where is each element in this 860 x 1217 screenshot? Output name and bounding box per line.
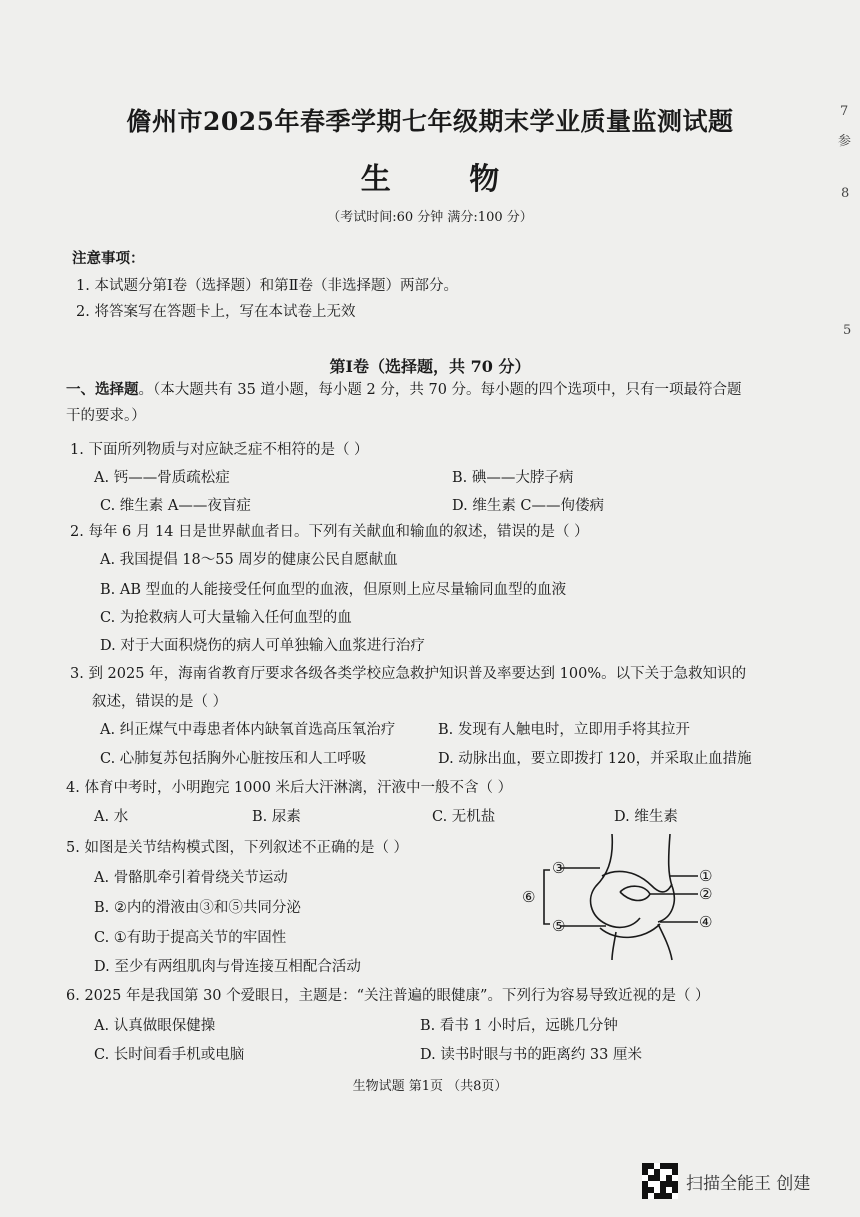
- question-4-option-a: A. 水: [94, 809, 129, 825]
- question-1-option-a: A. 钙——骨质疏松症: [94, 470, 230, 486]
- question-1-option-c: C. 维生素 A——夜盲症: [100, 498, 251, 514]
- question-2-option-d: D. 对于大面积烧伤的病人可单独输入血浆进行治疗: [100, 638, 425, 654]
- question-4-option-d: D. 维生素: [614, 809, 678, 825]
- question-6-option-c: C. 长时间看手机或电脑: [94, 1047, 245, 1063]
- joint-capsule-top: [602, 871, 672, 892]
- diagram-label-3: ③: [552, 859, 566, 877]
- page-footer: 生物试题 第1页 （共8页）: [352, 1079, 508, 1094]
- section-intro-text: 。（本大题共有 35 道小题，每小题 2 分，共 70 分。每小题的四个选项中，只有一项最符合题: [138, 382, 742, 398]
- question-2-option-a: A. 我国提倡 18～55 周岁的健康公民自愿献血: [100, 552, 398, 568]
- question-5-stem: 5. 如图是关节结构模式图，下列叙述不正确的是（ ）: [66, 840, 409, 856]
- joint-upper-bone-right: [658, 834, 674, 922]
- section-intro-line2: 干的要求。）: [66, 408, 146, 424]
- joint-lower-bone-right: [658, 924, 672, 960]
- diagram-label-2: ②: [699, 885, 713, 903]
- diagram-label-1: ①: [699, 867, 713, 885]
- question-2-option-c: C. 为抢救病人可大量输入任何血型的血: [100, 610, 352, 626]
- question-6-stem: 6. 2025 年是我国第 30 个爱眼日，主题是：“关注普遍的眼健康”。下列行为容易导致近视的是（ ）: [66, 988, 710, 1004]
- notes-item: 1. 本试题分第Ⅰ卷（选择题）和第Ⅱ卷（非选择题）两部分。: [76, 278, 459, 294]
- question-3-stem-line2: 叙述，错误的是（ ）: [92, 694, 228, 710]
- section-intro-label: 一、选择题: [66, 381, 139, 398]
- question-3-stem: 3. 到 2025 年，海南省教育厅要求各级各类学校应急救护知识普及率要达到 100%。以下关于急救知识的: [70, 666, 747, 682]
- exam-info: （考试时间:60 分钟 满分:100 分）: [327, 210, 533, 225]
- watermark-text: 扫描全能王 创建: [686, 1173, 811, 1194]
- question-6-option-b: B. 看书 1 小时后，远眺几分钟: [420, 1018, 618, 1034]
- question-2-stem: 2. 每年 6 月 14 日是世界献血者日。下列有关献血和输血的叙述，错误的是（ ）: [70, 524, 589, 540]
- notes-heading: 注意事项：: [72, 250, 145, 267]
- question-6-option-a: A. 认真做眼保健操: [94, 1018, 216, 1034]
- notes-item: 2. 将答案写在答题卡上，写在本试卷上无效: [76, 304, 356, 320]
- margin-mark: 参: [838, 134, 852, 149]
- joint-structure-diagram: [520, 832, 720, 962]
- joint-cavity: [620, 886, 650, 900]
- exam-title: 儋州市2025年春季学期七年级期末学业质量监测试题: [126, 107, 734, 136]
- margin-mark: 8: [841, 186, 850, 201]
- label-bracket-6: [544, 870, 550, 924]
- section-intro: [66, 378, 742, 399]
- diagram-label-5: ⑤: [552, 917, 566, 935]
- question-3-option-b: B. 发现有人触电时，立即用手将其拉开: [438, 722, 690, 738]
- question-4-option-c: C. 无机盐: [432, 809, 496, 825]
- question-3-option-a: A. 纠正煤气中毒患者体内缺氧首选高压氧治疗: [100, 722, 396, 738]
- question-1-option-b: B. 碘——大脖子病: [452, 470, 574, 486]
- question-5-option-d: D. 至少有两组肌肉与骨连接互相配合活动: [94, 959, 361, 975]
- question-4-stem: 4. 体育中考时，小明跑完 1000 米后大汗淋漓，汗液中一般不含（ ）: [66, 780, 513, 796]
- diagram-label-4: ④: [699, 913, 713, 931]
- question-4-option-b: B. 尿素: [252, 809, 301, 825]
- joint-upper-bone-left: [591, 834, 640, 927]
- question-2-option-b: B. AB 型血的人能接受任何血型的血液，但原则上应尽量输同血型的血液: [100, 582, 567, 598]
- qr-code-icon: [642, 1163, 678, 1199]
- question-5-option-a: A. 骨骼肌牵引着骨绕关节运动: [94, 870, 288, 886]
- margin-mark: 5: [843, 323, 852, 338]
- question-1-stem: 1. 下面所列物质与对应缺乏症不相符的是（ ）: [70, 442, 369, 458]
- section-title: 第Ⅰ卷（选择题，共 70 分）: [329, 357, 531, 376]
- diagram-label-6: ⑥: [522, 888, 536, 906]
- scanner-watermark: [642, 1163, 810, 1199]
- question-5-option-c: C. ①有助于提高关节的牢固性: [94, 930, 287, 946]
- question-5-option-b: B. ②内的滑液由③和⑤共同分泌: [94, 900, 301, 916]
- question-6-option-d: D. 读书时眼与书的距离约 33 厘米: [420, 1047, 642, 1063]
- margin-mark: 7: [840, 104, 849, 119]
- question-3-option-d: D. 动脉出血，要立即拨打 120，并采取止血措施: [438, 751, 752, 767]
- subject-title: 生 物: [360, 162, 534, 197]
- question-1-option-d: D. 维生素 C——佝偻病: [452, 498, 605, 514]
- question-3-option-c: C. 心肺复苏包括胸外心脏按压和人工呼吸: [100, 751, 367, 767]
